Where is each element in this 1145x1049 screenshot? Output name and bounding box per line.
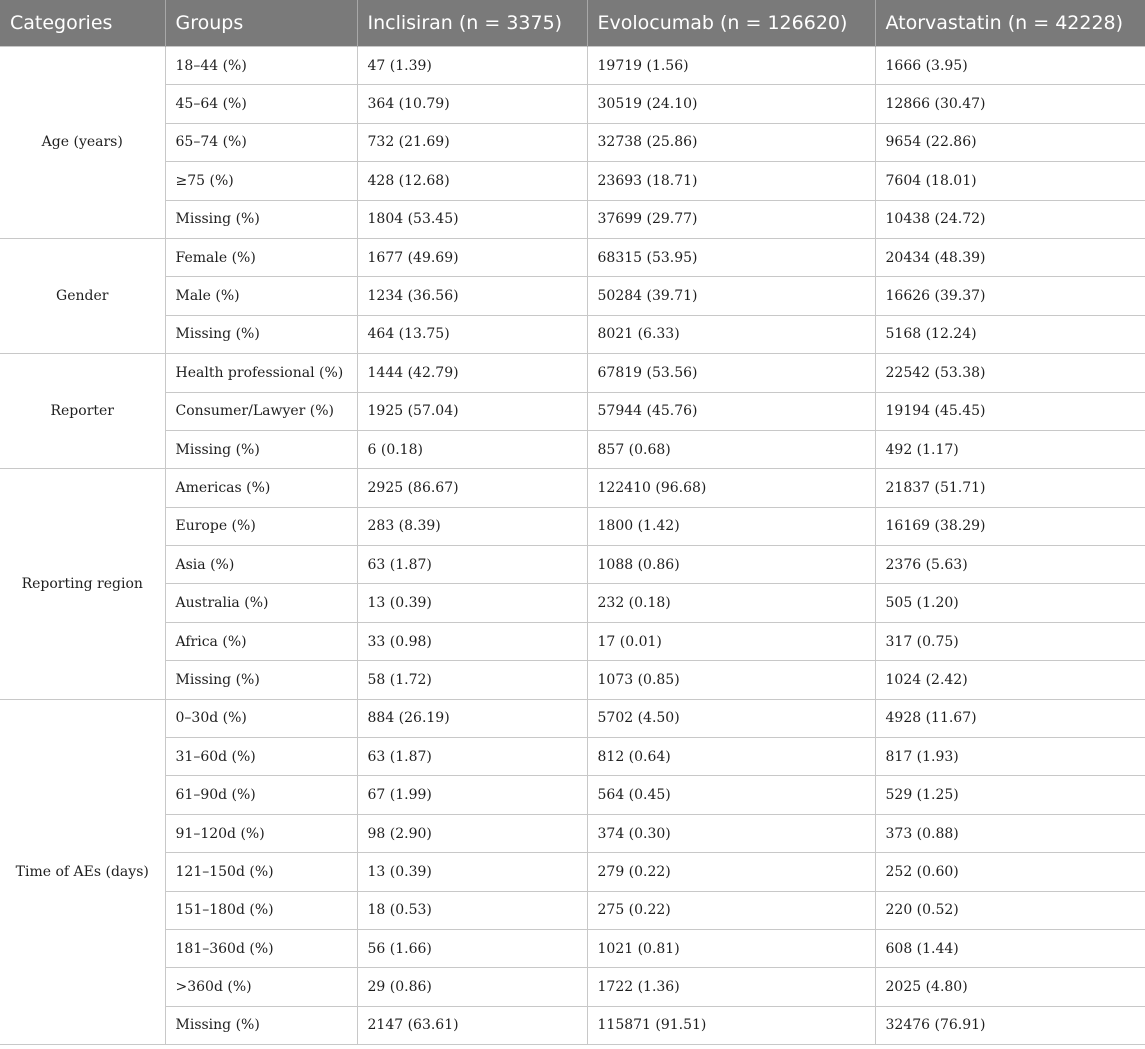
table-row bbox=[0, 738, 1145, 776]
table-row bbox=[0, 584, 1145, 622]
group-cell: 181–360d (%) bbox=[165, 929, 357, 967]
atorvastatin-cell: 2376 (5.63) bbox=[875, 546, 1145, 584]
inclisiran-cell: 1804 (53.45) bbox=[357, 200, 587, 238]
group-cell: >360d (%) bbox=[165, 968, 357, 1006]
group-cell: 0–30d (%) bbox=[165, 699, 357, 737]
inclisiran-cell: 2925 (86.67) bbox=[357, 469, 587, 507]
atorvastatin-cell: 4928 (11.67) bbox=[875, 699, 1145, 737]
group-cell: Missing (%) bbox=[165, 661, 357, 699]
table-row bbox=[0, 1006, 1145, 1044]
evolocumab-cell: 1073 (0.85) bbox=[587, 661, 875, 699]
table-row bbox=[0, 661, 1145, 699]
group-cell: Missing (%) bbox=[165, 315, 357, 353]
category-cell: Age (years) bbox=[0, 47, 165, 239]
atorvastatin-cell: 21837 (51.71) bbox=[875, 469, 1145, 507]
table-row bbox=[0, 85, 1145, 123]
evolocumab-cell: 30519 (24.10) bbox=[587, 85, 875, 123]
evolocumab-cell: 37699 (29.77) bbox=[587, 200, 875, 238]
atorvastatin-cell: 252 (0.60) bbox=[875, 853, 1145, 891]
category-cell: Time of AEs (days) bbox=[0, 699, 165, 1045]
evolocumab-cell: 115871 (91.51) bbox=[587, 1006, 875, 1044]
header-categories: Categories bbox=[0, 0, 165, 47]
header-groups: Groups bbox=[165, 0, 357, 47]
atorvastatin-cell: 1024 (2.42) bbox=[875, 661, 1145, 699]
atorvastatin-cell: 7604 (18.01) bbox=[875, 162, 1145, 200]
table-row bbox=[0, 277, 1145, 315]
inclisiran-cell: 98 (2.90) bbox=[357, 814, 587, 852]
inclisiran-cell: 884 (26.19) bbox=[357, 699, 587, 737]
inclisiran-cell: 364 (10.79) bbox=[357, 85, 587, 123]
inclisiran-cell: 18 (0.53) bbox=[357, 891, 587, 929]
group-cell: Consumer/Lawyer (%) bbox=[165, 392, 357, 430]
inclisiran-cell: 47 (1.39) bbox=[357, 47, 587, 85]
table-row bbox=[0, 891, 1145, 929]
inclisiran-cell: 13 (0.39) bbox=[357, 584, 587, 622]
header-inclisiran: Inclisiran (n = 3375) bbox=[357, 0, 587, 47]
evolocumab-cell: 122410 (96.68) bbox=[587, 469, 875, 507]
group-cell: Australia (%) bbox=[165, 584, 357, 622]
table-row bbox=[0, 469, 1145, 507]
evolocumab-cell: 17 (0.01) bbox=[587, 622, 875, 660]
inclisiran-cell: 33 (0.98) bbox=[357, 622, 587, 660]
atorvastatin-cell: 9654 (22.86) bbox=[875, 123, 1145, 161]
group-cell: 121–150d (%) bbox=[165, 853, 357, 891]
group-cell: 65–74 (%) bbox=[165, 123, 357, 161]
evolocumab-cell: 5702 (4.50) bbox=[587, 699, 875, 737]
atorvastatin-cell: 2025 (4.80) bbox=[875, 968, 1145, 1006]
group-cell: Asia (%) bbox=[165, 546, 357, 584]
category-cell: Gender bbox=[0, 238, 165, 353]
evolocumab-cell: 32738 (25.86) bbox=[587, 123, 875, 161]
evolocumab-cell: 67819 (53.56) bbox=[587, 354, 875, 392]
group-cell: Female (%) bbox=[165, 238, 357, 276]
evolocumab-cell: 57944 (45.76) bbox=[587, 392, 875, 430]
table-row bbox=[0, 47, 1145, 85]
evolocumab-cell: 374 (0.30) bbox=[587, 814, 875, 852]
group-cell: 45–64 (%) bbox=[165, 85, 357, 123]
group-cell: Europe (%) bbox=[165, 507, 357, 545]
atorvastatin-cell: 817 (1.93) bbox=[875, 738, 1145, 776]
atorvastatin-cell: 16169 (38.29) bbox=[875, 507, 1145, 545]
evolocumab-cell: 857 (0.68) bbox=[587, 430, 875, 468]
evolocumab-cell: 68315 (53.95) bbox=[587, 238, 875, 276]
inclisiran-cell: 1444 (42.79) bbox=[357, 354, 587, 392]
atorvastatin-cell: 373 (0.88) bbox=[875, 814, 1145, 852]
atorvastatin-cell: 12866 (30.47) bbox=[875, 85, 1145, 123]
inclisiran-cell: 732 (21.69) bbox=[357, 123, 587, 161]
table-row bbox=[0, 315, 1145, 353]
inclisiran-cell: 1677 (49.69) bbox=[357, 238, 587, 276]
evolocumab-cell: 1722 (1.36) bbox=[587, 968, 875, 1006]
group-cell: 91–120d (%) bbox=[165, 814, 357, 852]
inclisiran-cell: 63 (1.87) bbox=[357, 738, 587, 776]
evolocumab-cell: 23693 (18.71) bbox=[587, 162, 875, 200]
atorvastatin-cell: 608 (1.44) bbox=[875, 929, 1145, 967]
inclisiran-cell: 67 (1.99) bbox=[357, 776, 587, 814]
atorvastatin-cell: 492 (1.17) bbox=[875, 430, 1145, 468]
inclisiran-cell: 283 (8.39) bbox=[357, 507, 587, 545]
inclisiran-cell: 56 (1.66) bbox=[357, 929, 587, 967]
table-row bbox=[0, 507, 1145, 545]
atorvastatin-cell: 5168 (12.24) bbox=[875, 315, 1145, 353]
table-body bbox=[0, 47, 1145, 1045]
table-row bbox=[0, 814, 1145, 852]
table-row bbox=[0, 123, 1145, 161]
evolocumab-cell: 1021 (0.81) bbox=[587, 929, 875, 967]
table-row bbox=[0, 354, 1145, 392]
inclisiran-cell: 58 (1.72) bbox=[357, 661, 587, 699]
table-row bbox=[0, 776, 1145, 814]
inclisiran-cell: 63 (1.87) bbox=[357, 546, 587, 584]
group-cell: 151–180d (%) bbox=[165, 891, 357, 929]
inclisiran-cell: 29 (0.86) bbox=[357, 968, 587, 1006]
table-row bbox=[0, 929, 1145, 967]
table-row bbox=[0, 546, 1145, 584]
group-cell: 18–44 (%) bbox=[165, 47, 357, 85]
inclisiran-cell: 428 (12.68) bbox=[357, 162, 587, 200]
evolocumab-cell: 8021 (6.33) bbox=[587, 315, 875, 353]
table-row bbox=[0, 430, 1145, 468]
table-row bbox=[0, 392, 1145, 430]
inclisiran-cell: 464 (13.75) bbox=[357, 315, 587, 353]
table-row bbox=[0, 200, 1145, 238]
group-cell: Americas (%) bbox=[165, 469, 357, 507]
group-cell: Male (%) bbox=[165, 277, 357, 315]
atorvastatin-cell: 22542 (53.38) bbox=[875, 354, 1145, 392]
atorvastatin-cell: 1666 (3.95) bbox=[875, 47, 1145, 85]
group-cell: Africa (%) bbox=[165, 622, 357, 660]
table-row bbox=[0, 622, 1145, 660]
group-cell: 31–60d (%) bbox=[165, 738, 357, 776]
evolocumab-cell: 275 (0.22) bbox=[587, 891, 875, 929]
evolocumab-cell: 1800 (1.42) bbox=[587, 507, 875, 545]
evolocumab-cell: 19719 (1.56) bbox=[587, 47, 875, 85]
header-evolocumab: Evolocumab (n = 126620) bbox=[587, 0, 875, 47]
inclisiran-cell: 1234 (36.56) bbox=[357, 277, 587, 315]
inclisiran-cell: 6 (0.18) bbox=[357, 430, 587, 468]
table-header bbox=[0, 0, 1145, 47]
evolocumab-cell: 812 (0.64) bbox=[587, 738, 875, 776]
evolocumab-cell: 279 (0.22) bbox=[587, 853, 875, 891]
category-cell: Reporting region bbox=[0, 469, 165, 699]
inclisiran-cell: 2147 (63.61) bbox=[357, 1006, 587, 1044]
header-row bbox=[0, 0, 1145, 47]
atorvastatin-cell: 19194 (45.45) bbox=[875, 392, 1145, 430]
group-cell: Health professional (%) bbox=[165, 354, 357, 392]
evolocumab-cell: 232 (0.18) bbox=[587, 584, 875, 622]
group-cell: Missing (%) bbox=[165, 430, 357, 468]
atorvastatin-cell: 16626 (39.37) bbox=[875, 277, 1145, 315]
group-cell: 61–90d (%) bbox=[165, 776, 357, 814]
table-row bbox=[0, 699, 1145, 737]
atorvastatin-cell: 317 (0.75) bbox=[875, 622, 1145, 660]
atorvastatin-cell: 505 (1.20) bbox=[875, 584, 1145, 622]
table-row bbox=[0, 162, 1145, 200]
group-cell: Missing (%) bbox=[165, 1006, 357, 1044]
inclisiran-cell: 1925 (57.04) bbox=[357, 392, 587, 430]
category-cell: Reporter bbox=[0, 354, 165, 469]
atorvastatin-cell: 10438 (24.72) bbox=[875, 200, 1145, 238]
evolocumab-cell: 564 (0.45) bbox=[587, 776, 875, 814]
evolocumab-cell: 1088 (0.86) bbox=[587, 546, 875, 584]
group-cell: ≥75 (%) bbox=[165, 162, 357, 200]
atorvastatin-cell: 220 (0.52) bbox=[875, 891, 1145, 929]
group-cell: Missing (%) bbox=[165, 200, 357, 238]
table-row bbox=[0, 238, 1145, 276]
inclisiran-cell: 13 (0.39) bbox=[357, 853, 587, 891]
header-atorvastatin: Atorvastatin (n = 42228) bbox=[875, 0, 1145, 47]
table-row bbox=[0, 968, 1145, 1006]
atorvastatin-cell: 20434 (48.39) bbox=[875, 238, 1145, 276]
evolocumab-cell: 50284 (39.71) bbox=[587, 277, 875, 315]
table-row bbox=[0, 853, 1145, 891]
atorvastatin-cell: 529 (1.25) bbox=[875, 776, 1145, 814]
atorvastatin-cell: 32476 (76.91) bbox=[875, 1006, 1145, 1044]
